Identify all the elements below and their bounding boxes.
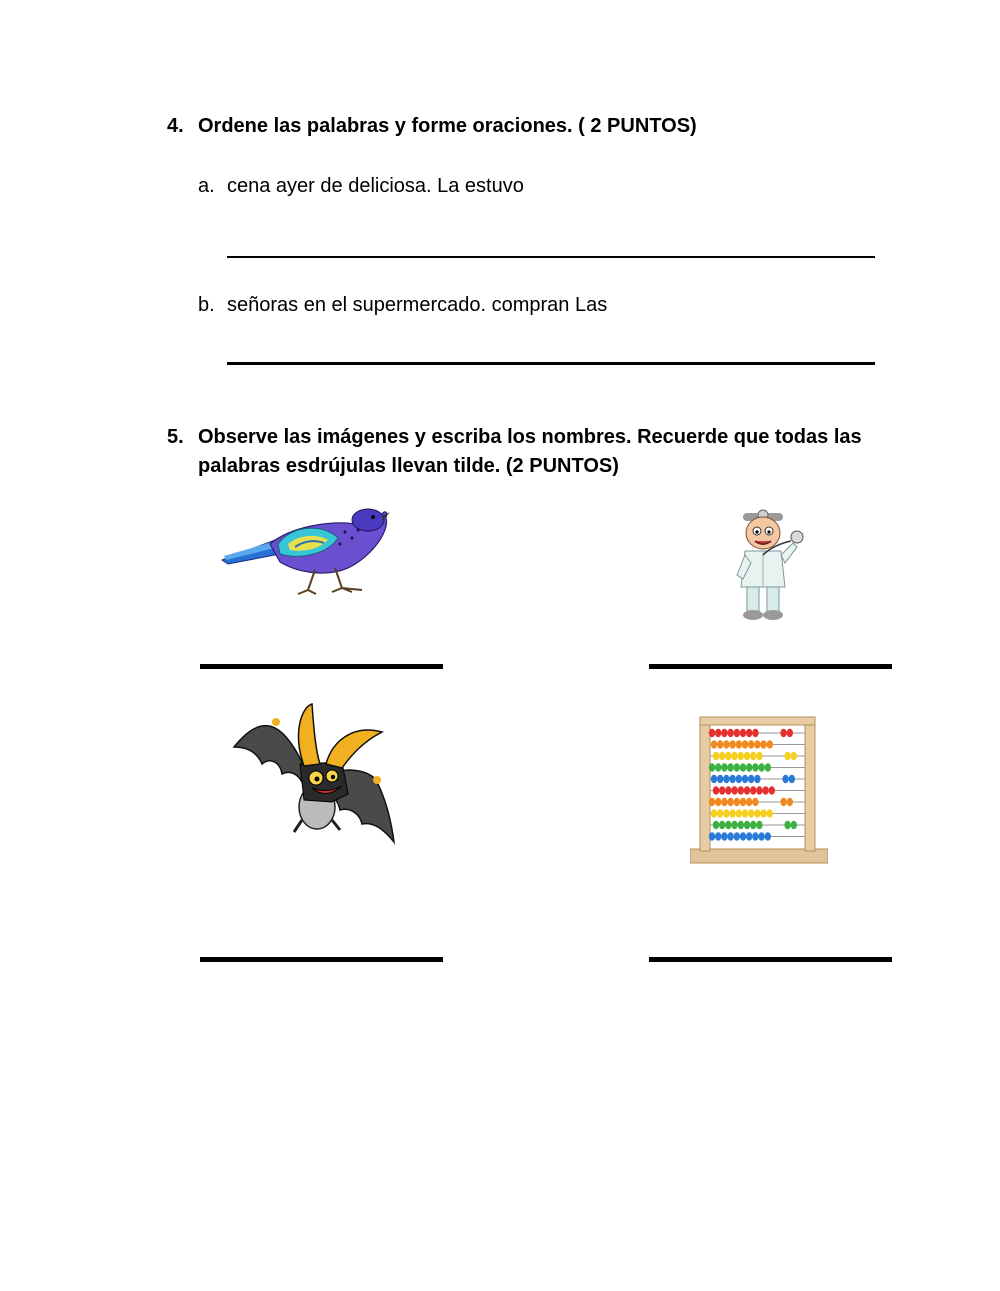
item-a-letter: a. — [198, 175, 215, 197]
name-line-doctor[interactable] — [649, 664, 892, 669]
question-5-number: 5. — [167, 426, 184, 448]
question-5-prompt-line-2: palabras esdrújulas llevan tilde. (2 PUNTOS) — [198, 455, 619, 477]
question-4-number: 4. — [167, 115, 184, 137]
item-b-text: señoras en el supermercado. compran Las — [227, 294, 608, 316]
abacus-icon — [690, 715, 828, 867]
name-line-abacus[interactable] — [649, 957, 892, 962]
question-5-prompt-line-1: Observe las imágenes y escriba los nombres. Recuerde que todas las — [198, 426, 862, 448]
bat-icon — [232, 702, 397, 847]
name-line-bat[interactable] — [200, 957, 443, 962]
item-b-letter: b. — [198, 294, 215, 316]
answer-line-b[interactable] — [227, 362, 875, 365]
question-4-prompt: Ordene las palabras y forme oraciones. ( 2 PUNTOS) — [198, 115, 697, 137]
answer-line-a[interactable] — [227, 256, 875, 258]
doctor-icon — [733, 505, 805, 625]
name-line-bird[interactable] — [200, 664, 443, 669]
bird-icon — [220, 502, 390, 597]
item-a-text: cena ayer de deliciosa. La estuvo — [227, 175, 524, 197]
